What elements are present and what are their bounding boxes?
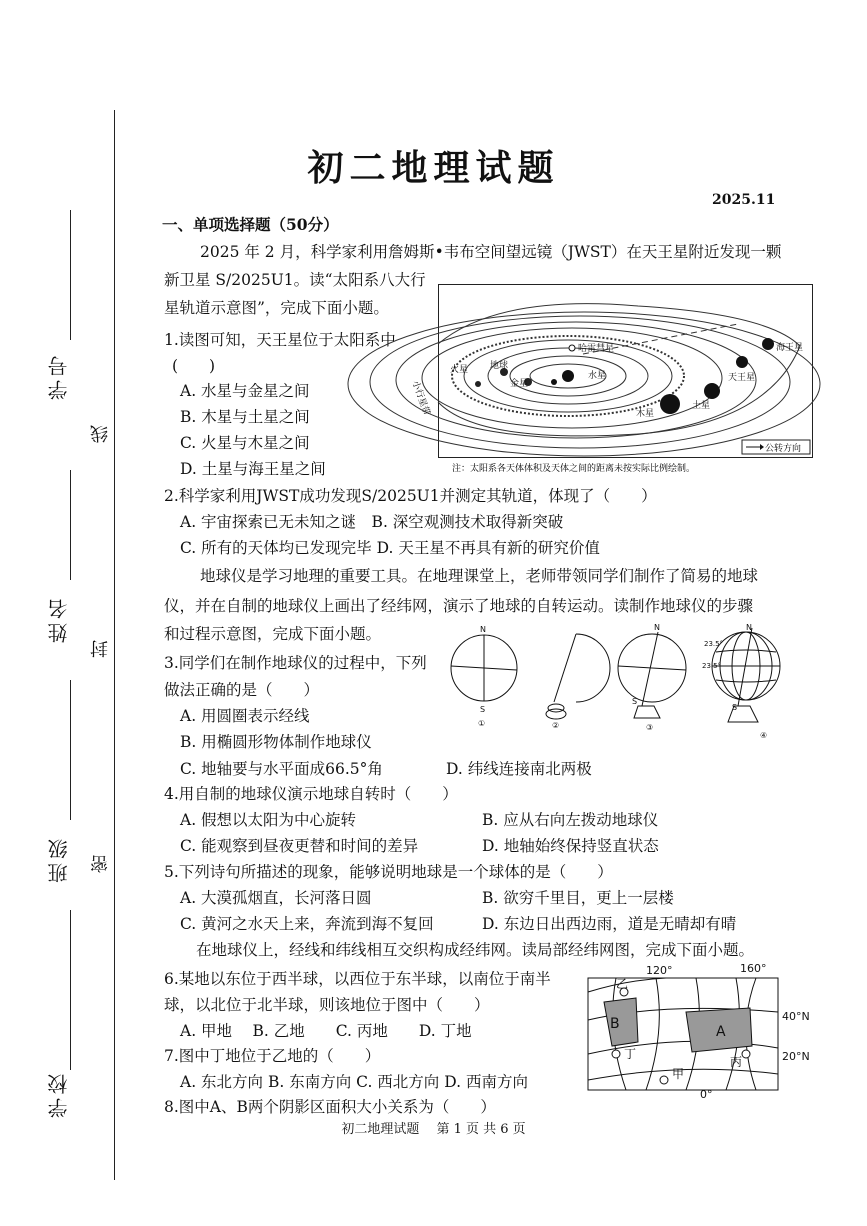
diagram-note: 注：太阳系各天体体积及天体之间的距离未按实际比例绘制。 — [452, 464, 696, 474]
planet-saturn — [704, 383, 720, 399]
q3-stem-line1: 3.同学们在制作地球仪的过程中，下列 — [164, 654, 427, 672]
label-uranus: 天王星 — [728, 373, 756, 383]
q2-options-line2: C. 所有的天体均已发现完毕 D. 天王星不再具有新的研究价值 — [180, 539, 600, 557]
q5-stem: 5.下列诗句所描述的现象，能够说明地球是一个球体的是（ ） — [164, 863, 613, 881]
exam-date: 2025.11 — [712, 192, 776, 208]
lat-20n: 20°N — [782, 1050, 810, 1063]
q1-option-c: C. 火星与木星之间 — [180, 434, 310, 452]
step4-lat2: 23.5° — [702, 662, 722, 670]
q1-stem: 1.读图可知，天王星位于太阳系中 — [164, 331, 396, 349]
q7-stem: 7.图中丁地位于乙地的（ ） — [164, 1047, 381, 1065]
q2-options-line1: A. 宇宙探索已无未知之谜 B. 深空观测技术取得新突破 — [180, 513, 564, 531]
point-jia: 甲 — [672, 1067, 685, 1081]
section-heading: 一、单项选择题（50分） — [162, 215, 339, 234]
step1-n: N — [480, 625, 486, 634]
step4-n: N — [746, 623, 752, 632]
label-school: 学校 — [47, 1070, 71, 1118]
sun-icon — [562, 370, 574, 382]
label-asteroid-belt: 小行星带 — [409, 379, 432, 417]
q2-stem: 2.科学家利用JWST成功发现S/2025U1并测定其轨道，体现了（ ） — [164, 487, 657, 505]
q5-option-b: B. 欲穷千里目，更上一层楼 — [482, 889, 674, 907]
step4-s: S — [732, 703, 738, 712]
planet-jupiter — [660, 394, 680, 414]
planet-neptune — [762, 338, 774, 350]
solar-system-diagram — [409, 284, 814, 476]
step1-s: S — [480, 705, 486, 714]
label-xian: 线 — [90, 425, 111, 443]
lon-160: 160° — [740, 962, 767, 975]
q4-option-d: D. 地轴始终保持竖直状态 — [482, 837, 659, 855]
point-bing: 丙 — [730, 1055, 743, 1069]
page-footer: 初二地理试题 第 1 页 共 6 页 — [341, 1122, 526, 1137]
intro1-line1: 2025 年 2 月，科学家利用詹姆斯•韦布空间望远镜（JWST）在天王星附近发现一颗 — [200, 243, 782, 261]
q5-option-c: C. 黄河之水天上来，奔流到海不复回 — [180, 915, 434, 933]
q5-option-d: D. 东边日出西边雨，道是无晴却有晴 — [482, 915, 737, 933]
q6-stem-line2: 球，以北位于北半球，则该地位于图中（ ） — [164, 996, 490, 1014]
globe-steps-diagram — [446, 622, 792, 744]
label-class: 班级 — [47, 835, 71, 883]
label-comet: 哈雷彗星 — [578, 344, 615, 354]
q3-stem-line2: 做法正确的是（ ） — [164, 681, 320, 699]
page-title: 初二地理试题 — [307, 147, 560, 189]
comet-icon — [569, 345, 575, 351]
lon-120: 120° — [646, 964, 673, 977]
q7-options: A. 东北方向 B. 东南方向 C. 西北方向 D. 西南方向 — [180, 1073, 528, 1091]
label-saturn: 土星 — [692, 401, 711, 411]
label-mars: 火星 — [450, 365, 469, 375]
step4-lat1: 23.5° — [704, 640, 724, 648]
q3-option-b: B. 用椭圆形物体制作地球仪 — [180, 733, 372, 751]
intro1-line2: 新卫星 S/2025U1。读“太阳系八大行 — [164, 271, 426, 289]
step-label-3: ③ — [646, 723, 654, 732]
lon-0: 0° — [700, 1088, 713, 1101]
step3-s: S — [632, 697, 638, 706]
label-mi: 密 — [90, 855, 111, 873]
intro2-line3: 和过程示意图，完成下面小题。 — [164, 625, 382, 643]
planet-uranus — [736, 356, 748, 368]
point-yi: 乙 — [616, 977, 629, 991]
fill-line-student-no — [70, 210, 71, 340]
q5-option-a: A. 大漠孤烟直，长河落日圆 — [180, 889, 372, 907]
region-a-label: A — [716, 1024, 726, 1040]
q4-option-c: C. 能观察到昼夜更替和时间的差异 — [180, 837, 419, 855]
label-jupiter: 木星 — [636, 409, 655, 419]
label-feng: 封 — [90, 640, 111, 658]
q3-option-a: A. 用圆圈表示经线 — [180, 707, 310, 725]
legend-label: 公转方向 — [765, 444, 802, 454]
point-ding: 丁 — [624, 1047, 637, 1061]
fill-line-class — [70, 680, 71, 820]
region-b-label: B — [610, 1016, 620, 1032]
q6-stem-line1: 6.某地以东位于西半球，以西位于东半球，以南位于南半 — [164, 970, 551, 988]
intro2-line1: 地球仪是学习地理的重要工具。在地理课堂上，老师带领同学们制作了简易的地球 — [200, 567, 759, 585]
q3-option-c: C. 地轴要与水平面成66.5°角 — [180, 760, 383, 778]
label-venus: 金星 — [510, 379, 529, 389]
intro2-line2: 仪，并在自制的地球仪上画出了经纬网，演示了地球的自转运动。读制作地球仪的步骤 — [164, 597, 754, 615]
q1-paren: ( ) — [172, 357, 216, 375]
step-label-4: ④ — [760, 731, 768, 740]
fill-line-school — [70, 910, 71, 1070]
fill-line-name — [70, 470, 71, 580]
step3-n: N — [654, 623, 660, 632]
label-earth: 地球 — [490, 361, 509, 371]
step-label-2: ② — [552, 721, 560, 730]
q1-option-d: D. 土星与海王星之间 — [180, 460, 326, 478]
q4-option-b: B. 应从右向左拨动地球仪 — [482, 811, 659, 829]
lat-40n: 40°N — [782, 1010, 810, 1023]
label-student-no: 学号 — [47, 352, 71, 400]
intro1-line3: 星轨道示意图”，完成下面小题。 — [164, 299, 389, 317]
q8-stem: 8.图中A、B两个阴影区面积大小关系为（ ） — [164, 1098, 496, 1116]
graticule-diagram — [586, 962, 826, 1104]
binding-line — [114, 110, 115, 1180]
label-neptune: 海王星 — [776, 343, 804, 353]
label-name: 姓名 — [47, 595, 71, 643]
q3-option-d: D. 纬线连接南北两极 — [446, 760, 592, 778]
q1-option-a: A. 水星与金星之间 — [180, 382, 310, 400]
planet-mercury — [551, 379, 557, 385]
q4-option-a: A. 假想以太阳为中心旋转 — [180, 811, 357, 829]
intro3: 在地球仪上，经线和纬线相互交织构成经纬网。读局部经纬网图，完成下面小题。 — [196, 941, 755, 959]
step-label-1: ① — [478, 719, 486, 728]
q6-options: A. 甲地 B. 乙地 C. 丙地 D. 丁地 — [180, 1022, 472, 1040]
planet-mars — [475, 381, 481, 387]
q4-stem: 4.用自制的地球仪演示地球自转时（ ） — [164, 785, 458, 803]
q1-option-b: B. 木星与土星之间 — [180, 408, 310, 426]
label-mercury: 水星 — [588, 371, 607, 381]
